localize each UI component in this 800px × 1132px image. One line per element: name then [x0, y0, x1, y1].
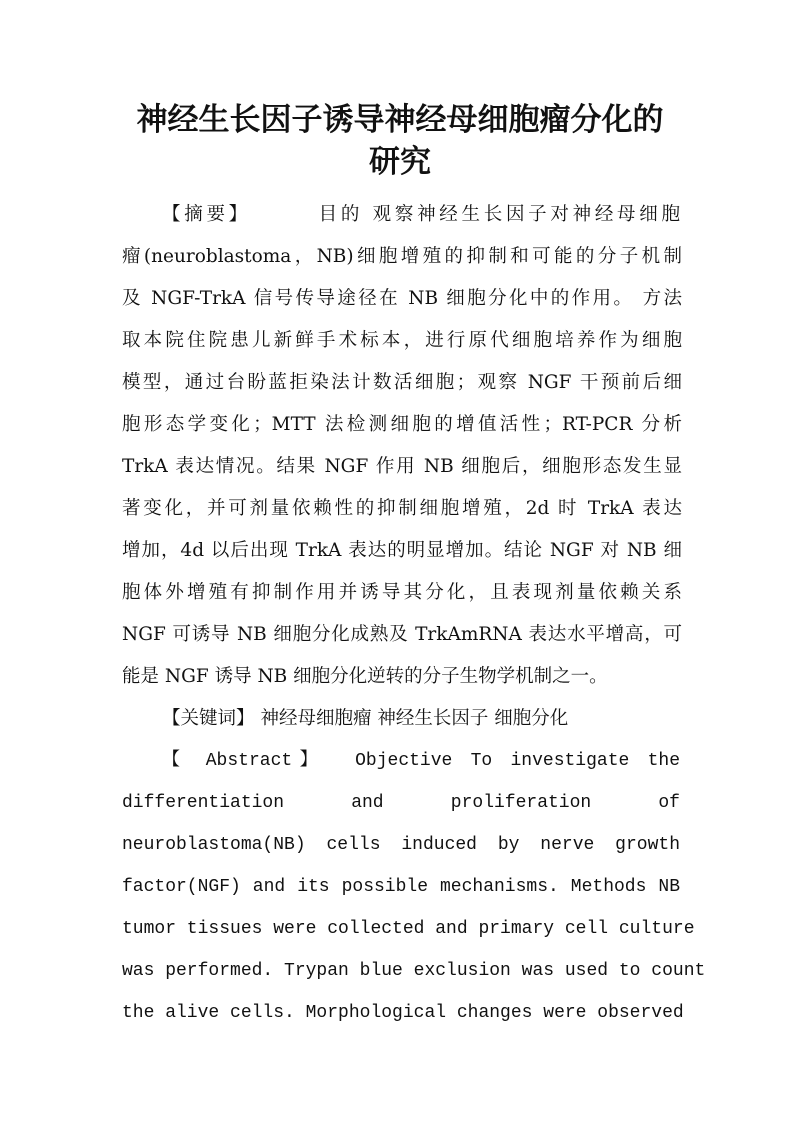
- abstract-en-line-1: [162, 748, 680, 774]
- abstract-cn-line-5: 模型，通过台盼蓝拒染法计数活细胞；观察 NGF 干预前后细: [122, 372, 682, 393]
- abstract-cn-line-2: 瘤(neuroblastoma，NB)细胞增殖的抑制和可能的分子机制: [122, 246, 682, 267]
- abstract-cn-line-12: 能是 NGF 诱导 NB 细胞分化逆转的分子生物学机制之一。: [122, 666, 608, 687]
- keywords-line: [162, 706, 680, 732]
- abstract-cn-line-3: 及 NGF-TrkA 信号传导途径在 NB 细胞分化中的作用。 方法: [122, 288, 682, 309]
- abstract-cn-line-1: [162, 202, 680, 228]
- abstract-cn-text: 目的 观察神经生长因子对神经母细胞: [314, 204, 680, 225]
- keywords-label: 【关键词】: [162, 708, 255, 729]
- paper-title-line-2: 研究: [369, 144, 431, 180]
- abstract-cn-line-11: NGF 可诱导 NB 细胞分化成熟及 TrkAmRNA 表达水平增高，可: [122, 624, 682, 645]
- abstract-cn-line-10: 胞体外增殖有抑制作用并诱导其分化，且表现剂量依赖关系: [122, 582, 682, 603]
- abstract-cn-line-6: 胞形态学变化；MTT 法检测细胞的增值活性；RT-PCR 分析: [122, 414, 682, 435]
- abstract-en-line-4: factor(NGF) and its possible mechanisms. Methods NB: [122, 877, 680, 897]
- paper-title-line-1: 神经生长因子诱导神经母细胞瘤分化的: [136, 102, 664, 138]
- abstract-en-line-3: neuroblastoma(NB) cells induced by nerve growth: [122, 835, 680, 855]
- abstract-en-label: 【 Abstract】: [162, 751, 326, 771]
- abstract-en-line-5: tumor tissues were collected and primary cell culture: [122, 919, 695, 939]
- abstract-en-line-6: was performed. Trypan blue exclusion was used to count: [122, 961, 706, 981]
- keywords-text: 神经母细胞瘤 神经生长因子 细胞分化: [260, 708, 569, 729]
- abstract-cn-line-7: TrkA 表达情况。结果 NGF 作用 NB 细胞后，细胞形态发生显: [122, 456, 682, 477]
- abstract-en-line-2: differentiation and proliferation of: [122, 793, 680, 813]
- abstract-en-text: Objective To investigate the: [355, 751, 681, 771]
- abstract-en-line-7: the alive cells. Morphological changes were observed: [122, 1003, 684, 1023]
- abstract-cn-line-8: 著变化，并可剂量依赖性的抑制细胞增殖，2d 时 TrkA 表达: [122, 498, 682, 519]
- abstract-cn-line-4: 取本院住院患儿新鲜手术标本，进行原代细胞培养作为细胞: [122, 330, 682, 351]
- abstract-cn-label: 【摘要】: [162, 204, 251, 225]
- abstract-cn-line-9: 增加，4d 以后出现 TrkA 表达的明显增加。结论 NGF 对 NB 细: [122, 540, 682, 561]
